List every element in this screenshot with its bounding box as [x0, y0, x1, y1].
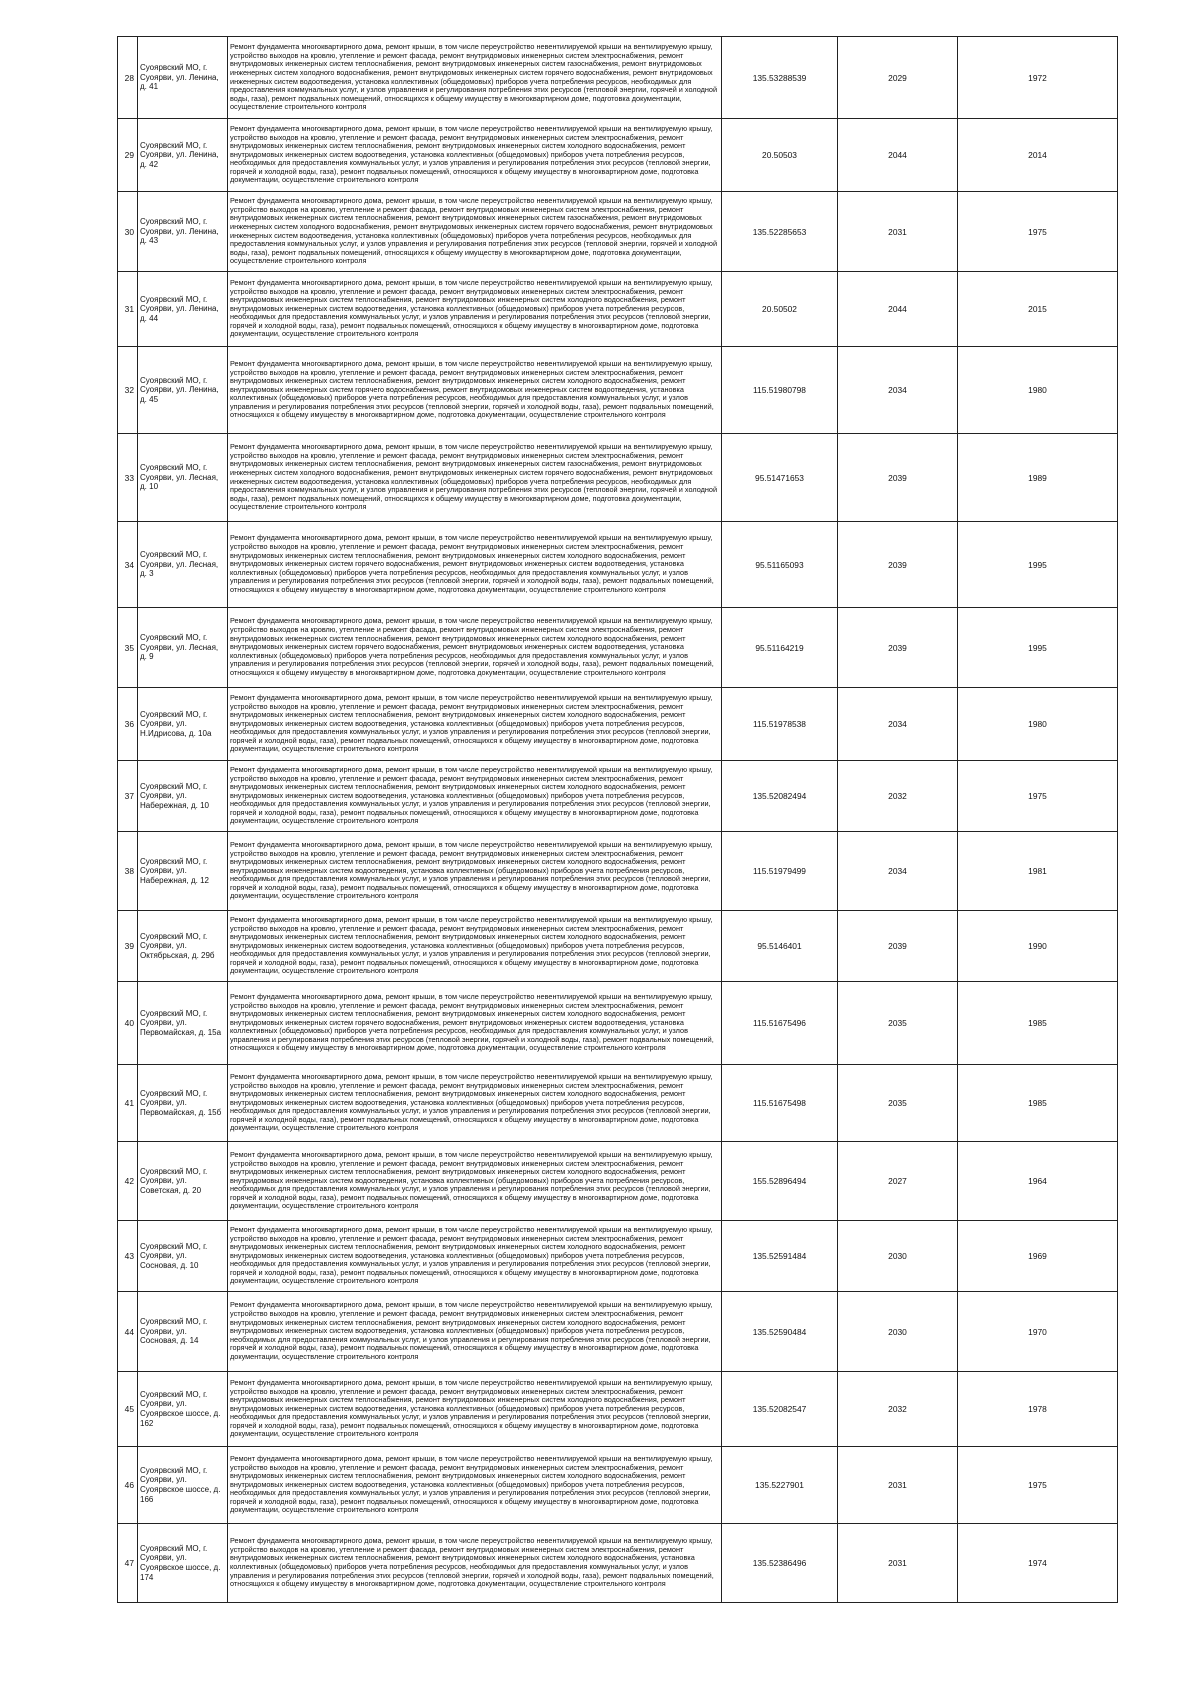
address-cell: Суоярвский МО, г. Суоярви, ул. Лесная, д. 10 [138, 434, 228, 522]
row-number: 47 [118, 1524, 138, 1603]
built-year-cell: 1995 [958, 522, 1118, 608]
works-cell: Ремонт фундамента многоквартирного дома, ремонт крыши, в том числе переустройство невентилируемой крыши на вентилируемую крышу, устройство выходов на кровлю, утепление и ремонт фасада, ремонт внутридомовых инженерных систем электроснабжения, ремонт внутридомовых инженерных систем теплоснабжения, ремонт внутридомовых инженерных систем холодного водоснабжения, ремонт внутридомовых инженерных систем горячего водоснабжения, ремонт внутридомовых инженерных систем водоотведения, установка коллективных (общедомовых) приборов учета потребления ресурсов, необходимых для предоставления коммунальных услуг, и узлов управления и регулирования потребления этих ресурсов (тепловой энергии, горячей и холодной воды, газа), ремонт подвальных помещений, относящихся к общему имуществу в многоквартирном доме, подготовка документации, осуществление строительного контроля [228, 982, 722, 1065]
table-row [118, 119, 1118, 192]
cost-cell: 95.5146401 [722, 911, 838, 982]
row-number: 45 [118, 1372, 138, 1447]
row-number: 30 [118, 192, 138, 272]
address-cell: Суоярвский МО, г. Суоярви, ул. Ленина, д. 43 [138, 192, 228, 272]
planned-year-cell: 2034 [838, 347, 958, 434]
address-cell: Суоярвский МО, г. Суоярви, ул. Суоярвское шоссе, д. 166 [138, 1447, 228, 1524]
row-number: 46 [118, 1447, 138, 1524]
built-year-cell: 1974 [958, 1524, 1118, 1603]
table-row [118, 522, 1118, 608]
built-year-cell: 2014 [958, 119, 1118, 192]
row-number: 32 [118, 347, 138, 434]
row-number: 38 [118, 832, 138, 911]
planned-year-cell: 2027 [838, 1142, 958, 1221]
built-year-cell: 1980 [958, 688, 1118, 761]
address-cell: Суоярвский МО, г. Суоярви, ул. Набережная, д. 10 [138, 761, 228, 832]
table-row [118, 192, 1118, 272]
table-row [118, 1372, 1118, 1447]
table-row [118, 911, 1118, 982]
works-cell: Ремонт фундамента многоквартирного дома, ремонт крыши, в том числе переустройство невентилируемой крыши на вентилируемую крышу, устройство выходов на кровлю, утепление и ремонт фасада, ремонт внутридомовых инженерных систем электроснабжения, ремонт внутридомовых инженерных систем теплоснабжения, ремонт внутридомовых инженерных систем холодного водоснабжения, ремонт внутридомовых инженерных систем водоотведения, установка коллективных (общедомовых) приборов учета потребления ресурсов, необходимых для предоставления коммунальных услуг, и узлов управления и регулирования потребления этих ресурсов (тепловой энергии, горячей и холодной воды, газа), ремонт подвальных помещений, относящихся к общему имуществу в многоквартирном доме, подготовка документации, осуществление строительного контроля [228, 1065, 722, 1142]
address-cell: Суоярвский МО, г. Суоярви, ул. Сосновая, д. 14 [138, 1292, 228, 1372]
works-cell: Ремонт фундамента многоквартирного дома, ремонт крыши, в том числе переустройство невентилируемой крыши на вентилируемую крышу, устройство выходов на кровлю, утепление и ремонт фасада, ремонт внутридомовых инженерных систем электроснабжения, ремонт внутридомовых инженерных систем теплоснабжения, ремонт внутридомовых инженерных систем холодного водоснабжения, ремонт внутридомовых инженерных систем водоотведения, установка коллективных (общедомовых) приборов учета потребления ресурсов, необходимых для предоставления коммунальных услуг, и узлов управления и регулирования потребления этих ресурсов (тепловой энергии, горячей и холодной воды, газа), ремонт подвальных помещений, относящихся к общему имуществу в многоквартирном доме, подготовка документации, осуществление строительного контроля [228, 1372, 722, 1447]
table-row [118, 434, 1118, 522]
planned-year-cell: 2035 [838, 1065, 958, 1142]
table-body [118, 37, 1118, 1603]
works-cell: Ремонт фундамента многоквартирного дома, ремонт крыши, в том числе переустройство невентилируемой крыши на вентилируемую крышу, устройство выходов на кровлю, утепление и ремонт фасада, ремонт внутридомовых инженерных систем электроснабжения, ремонт внутридомовых инженерных систем теплоснабжения, ремонт внутридомовых инженерных систем холодного водоснабжения, ремонт внутридомовых инженерных систем водоотведения, установка коллективных (общедомовых) приборов учета потребления ресурсов, необходимых для предоставления коммунальных услуг, и узлов управления и регулирования потребления этих ресурсов (тепловой энергии, горячей и холодной воды, газа), ремонт подвальных помещений, относящихся к общему имуществу в многоквартирном доме, подготовка документации, осуществление строительного контроля [228, 1221, 722, 1292]
cost-cell: 135.52386496 [722, 1524, 838, 1603]
cost-cell: 115.51675498 [722, 1065, 838, 1142]
planned-year-cell: 2039 [838, 911, 958, 982]
cost-cell: 95.51164219 [722, 608, 838, 688]
planned-year-cell: 2031 [838, 192, 958, 272]
table-row [118, 688, 1118, 761]
works-cell: Ремонт фундамента многоквартирного дома, ремонт крыши, в том числе переустройство невентилируемой крыши на вентилируемую крышу, устройство выходов на кровлю, утепление и ремонт фасада, ремонт внутридомовых инженерных систем электроснабжения, ремонт внутридомовых инженерных систем теплоснабжения, ремонт внутридомовых инженерных систем холодного водоснабжения, ремонт внутридомовых инженерных систем водоотведения, установка коллективных (общедомовых) приборов учета потребления ресурсов, необходимых для предоставления коммунальных услуг, и узлов управления и регулирования потребления этих ресурсов (тепловой энергии, горячей и холодной воды, газа), ремонт подвальных помещений, относящихся к общему имуществу в многоквартирном доме, подготовка документации, осуществление строительного контроля [228, 1292, 722, 1372]
works-cell: Ремонт фундамента многоквартирного дома, ремонт крыши, в том числе переустройство невентилируемой крыши на вентилируемую крышу, устройство выходов на кровлю, утепление и ремонт фасада, ремонт внутридомовых инженерных систем электроснабжения, ремонт внутридомовых инженерных систем теплоснабжения, ремонт внутридомовых инженерных систем холодного водоснабжения, ремонт внутридомовых инженерных систем горячего водоснабжения, ремонт внутридомовых инженерных систем водоотведения, установка коллективных (общедомовых) приборов учета потребления ресурсов, необходимых для предоставления коммунальных услуг, и узлов управления и регулирования потребления этих ресурсов (тепловой энергии, горячей и холодной воды, газа), ремонт подвальных помещений, относящихся к общему имуществу в многоквартирном доме, подготовка документации, осуществление строительного контроля [228, 347, 722, 434]
built-year-cell: 1969 [958, 1221, 1118, 1292]
table-row [118, 37, 1118, 119]
built-year-cell: 1978 [958, 1372, 1118, 1447]
cost-cell: 20.50503 [722, 119, 838, 192]
built-year-cell: 1964 [958, 1142, 1118, 1221]
cost-cell: 135.53288539 [722, 37, 838, 119]
table-row [118, 1447, 1118, 1524]
row-number: 29 [118, 119, 138, 192]
works-cell: Ремонт фундамента многоквартирного дома, ремонт крыши, в том числе переустройство невентилируемой крыши на вентилируемую крышу, устройство выходов на кровлю, утепление и ремонт фасада, ремонт внутридомовых инженерных систем электроснабжения, ремонт внутридомовых инженерных систем теплоснабжения, ремонт внутридомовых инженерных систем холодного водоснабжения, ремонт внутридомовых инженерных систем водоотведения, установка коллективных (общедомовых) приборов учета потребления ресурсов, необходимых для предоставления коммунальных услуг, и узлов управления и регулирования потребления этих ресурсов (тепловой энергии, горячей и холодной воды, газа), ремонт подвальных помещений, относящихся к общему имуществу в многоквартирном доме, подготовка документации, осуществление строительного контроля [228, 272, 722, 347]
row-number: 34 [118, 522, 138, 608]
planned-year-cell: 2044 [838, 272, 958, 347]
cost-cell: 135.52082494 [722, 761, 838, 832]
row-number: 39 [118, 911, 138, 982]
works-cell: Ремонт фундамента многоквартирного дома, ремонт крыши, в том числе переустройство невентилируемой крыши на вентилируемую крышу, устройство выходов на кровлю, утепление и ремонт фасада, ремонт внутридомовых инженерных систем электроснабжения, ремонт внутридомовых инженерных систем теплоснабжения, ремонт внутридомовых инженерных систем холодного водоснабжения, установка коллективных (общедомовых) приборов учета потребления ресурсов, необходимых для предоставления коммунальных услуг, и узлов управления и регулирования потребления этих ресурсов (тепловой энергии, горячей и холодной воды, газа), ремонт подвальных помещений, относящихся к общему имуществу в многоквартирном доме, подготовка документации, осуществление строительного контроля [228, 1524, 722, 1603]
planned-year-cell: 2034 [838, 688, 958, 761]
address-cell: Суоярвский МО, г. Суоярви, ул. Октябрьская, д. 29б [138, 911, 228, 982]
address-cell: Суоярвский МО, г. Суоярви, ул. Ленина, д. 42 [138, 119, 228, 192]
built-year-cell: 1995 [958, 608, 1118, 688]
planned-year-cell: 2031 [838, 1524, 958, 1603]
planned-year-cell: 2031 [838, 1447, 958, 1524]
address-cell: Суоярвский МО, г. Суоярви, ул. Лесная, д. 9 [138, 608, 228, 688]
built-year-cell: 1972 [958, 37, 1118, 119]
works-cell: Ремонт фундамента многоквартирного дома, ремонт крыши, в том числе переустройство невентилируемой крыши на вентилируемую крышу, устройство выходов на кровлю, утепление и ремонт фасада, ремонт внутридомовых инженерных систем электроснабжения, ремонт внутридомовых инженерных систем теплоснабжения, ремонт внутридомовых инженерных систем холодного водоснабжения, ремонт внутридомовых инженерных систем водоотведения, установка коллективных (общедомовых) приборов учета потребления ресурсов, необходимых для предоставления коммунальных услуг, и узлов управления и регулирования потребления этих ресурсов (тепловой энергии, горячей и холодной воды, газа), ремонт подвальных помещений, относящихся к общему имуществу в многоквартирном доме, подготовка документации, осуществление строительного контроля [228, 688, 722, 761]
cost-cell: 20.50502 [722, 272, 838, 347]
row-number: 35 [118, 608, 138, 688]
built-year-cell: 2015 [958, 272, 1118, 347]
cost-cell: 135.5227901 [722, 1447, 838, 1524]
table-row [118, 982, 1118, 1065]
address-cell: Суоярвский МО, г. Суоярви, ул. Суоярвское шоссе, д. 174 [138, 1524, 228, 1603]
table-row [118, 761, 1118, 832]
address-cell: Суоярвский МО, г. Суоярви, ул. Ленина, д. 44 [138, 272, 228, 347]
address-cell: Суоярвский МО, г. Суоярви, ул. Советская, д. 20 [138, 1142, 228, 1221]
works-cell: Ремонт фундамента многоквартирного дома, ремонт крыши, в том числе переустройство невентилируемой крыши на вентилируемую крышу, устройство выходов на кровлю, утепление и ремонт фасада, ремонт внутридомовых инженерных систем электроснабжения, ремонт внутридомовых инженерных систем теплоснабжения, ремонт внутридомовых инженерных систем газоснабжения, ремонт внутридомовых инженерных систем холодного водоснабжения, ремонт внутридомовых инженерных систем горячего водоснабжения, ремонт внутридомовых инженерных систем водоотведения, установка коллективных (общедомовых) приборов учета потребления ресурсов, необходимых для предоставления коммунальных услуг, и узлов управления и регулирования потребления этих ресурсов (тепловой энергии, горячей и холодной воды, газа), ремонт подвальных помещений, относящихся к общему имуществу в многоквартирном доме, подготовка документации, осуществление строительного контроля [228, 37, 722, 119]
address-cell: Суоярвский МО, г. Суоярви, ул. Лесная, д. 3 [138, 522, 228, 608]
table-row [118, 832, 1118, 911]
works-cell: Ремонт фундамента многоквартирного дома, ремонт крыши, в том числе переустройство невентилируемой крыши на вентилируемую крышу, устройство выходов на кровлю, утепление и ремонт фасада, ремонт внутридомовых инженерных систем электроснабжения, ремонт внутридомовых инженерных систем теплоснабжения, ремонт внутридомовых инженерных систем газоснабжения, ремонт внутридомовых инженерных систем холодного водоснабжения, ремонт внутридомовых инженерных систем горячего водоснабжения, ремонт внутридомовых инженерных систем водоотведения, установка коллективных (общедомовых) приборов учета потребления ресурсов, необходимых для предоставления коммунальных услуг, и узлов управления и регулирования потребления этих ресурсов (тепловой энергии, горячей и холодной воды, газа), ремонт подвальных помещений, относящихся к общему имуществу в многоквартирном доме, подготовка документации, осуществление строительного контроля [228, 434, 722, 522]
works-cell: Ремонт фундамента многоквартирного дома, ремонт крыши, в том числе переустройство невентилируемой крыши на вентилируемую крышу, устройство выходов на кровлю, утепление и ремонт фасада, ремонт внутридомовых инженерных систем электроснабжения, ремонт внутридомовых инженерных систем теплоснабжения, ремонт внутридомовых инженерных систем холодного водоснабжения, ремонт внутридомовых инженерных систем водоотведения, установка коллективных (общедомовых) приборов учета потребления ресурсов, необходимых для предоставления коммунальных услуг, и узлов управления и регулирования потребления этих ресурсов (тепловой энергии, горячей и холодной воды, газа), ремонт подвальных помещений, относящихся к общему имуществу в многоквартирном доме, подготовка документации, осуществление строительного контроля [228, 119, 722, 192]
row-number: 44 [118, 1292, 138, 1372]
row-number: 36 [118, 688, 138, 761]
planned-year-cell: 2032 [838, 1372, 958, 1447]
row-number: 40 [118, 982, 138, 1065]
built-year-cell: 1970 [958, 1292, 1118, 1372]
table-row [118, 1524, 1118, 1603]
planned-year-cell: 2029 [838, 37, 958, 119]
row-number: 42 [118, 1142, 138, 1221]
row-number: 41 [118, 1065, 138, 1142]
planned-year-cell: 2039 [838, 434, 958, 522]
table-row [118, 1142, 1118, 1221]
planned-year-cell: 2039 [838, 608, 958, 688]
cost-cell: 115.51980798 [722, 347, 838, 434]
table-row [118, 608, 1118, 688]
built-year-cell: 1980 [958, 347, 1118, 434]
cost-cell: 155.52896494 [722, 1142, 838, 1221]
works-cell: Ремонт фундамента многоквартирного дома, ремонт крыши, в том числе переустройство невентилируемой крыши на вентилируемую крышу, устройство выходов на кровлю, утепление и ремонт фасада, ремонт внутридомовых инженерных систем электроснабжения, ремонт внутридомовых инженерных систем теплоснабжения, ремонт внутридомовых инженерных систем газоснабжения, ремонт внутридомовых инженерных систем холодного водоснабжения, ремонт внутридомовых инженерных систем горячего водоснабжения, ремонт внутридомовых инженерных систем водоотведения, установка коллективных (общедомовых) приборов учета потребления ресурсов, необходимых для предоставления коммунальных услуг, и узлов управления и регулирования потребления этих ресурсов (тепловой энергии, горячей и холодной воды, газа), ремонт подвальных помещений, относящихся к общему имуществу в многоквартирном доме, подготовка документации, осуществление строительного контроля [228, 192, 722, 272]
planned-year-cell: 2039 [838, 522, 958, 608]
cost-cell: 135.52591484 [722, 1221, 838, 1292]
capital-repair-table [117, 36, 1118, 1603]
planned-year-cell: 2034 [838, 832, 958, 911]
built-year-cell: 1975 [958, 1447, 1118, 1524]
built-year-cell: 1989 [958, 434, 1118, 522]
row-number: 43 [118, 1221, 138, 1292]
address-cell: Суоярвский МО, г. Суоярви, ул. Набережная, д. 12 [138, 832, 228, 911]
address-cell: Суоярвский МО, г. Суоярви, ул. Ленина, д. 45 [138, 347, 228, 434]
works-cell: Ремонт фундамента многоквартирного дома, ремонт крыши, в том числе переустройство невентилируемой крыши на вентилируемую крышу, устройство выходов на кровлю, утепление и ремонт фасада, ремонт внутридомовых инженерных систем электроснабжения, ремонт внутридомовых инженерных систем теплоснабжения, ремонт внутридомовых инженерных систем холодного водоснабжения, ремонт внутридомовых инженерных систем водоотведения, установка коллективных (общедомовых) приборов учета потребления ресурсов, необходимых для предоставления коммунальных услуг, и узлов управления и регулирования потребления этих ресурсов (тепловой энергии, горячей и холодной воды, газа), ремонт подвальных помещений, относящихся к общему имуществу в многоквартирном доме, подготовка документации, осуществление строительного контроля [228, 1142, 722, 1221]
row-number: 28 [118, 37, 138, 119]
address-cell: Суоярвский МО, г. Суоярви, ул. Первомайская, д. 15б [138, 1065, 228, 1142]
planned-year-cell: 2044 [838, 119, 958, 192]
planned-year-cell: 2030 [838, 1221, 958, 1292]
works-cell: Ремонт фундамента многоквартирного дома, ремонт крыши, в том числе переустройство невентилируемой крыши на вентилируемую крышу, устройство выходов на кровлю, утепление и ремонт фасада, ремонт внутридомовых инженерных систем электроснабжения, ремонт внутридомовых инженерных систем теплоснабжения, ремонт внутридомовых инженерных систем холодного водоснабжения, ремонт внутридомовых инженерных систем водоотведения, установка коллективных (общедомовых) приборов учета потребления ресурсов, необходимых для предоставления коммунальных услуг, и узлов управления и регулирования потребления этих ресурсов (тепловой энергии, горячей и холодной воды, газа), ремонт подвальных помещений, относящихся к общему имуществу в многоквартирном доме, подготовка документации, осуществление строительного контроля [228, 832, 722, 911]
table-row [118, 272, 1118, 347]
planned-year-cell: 2035 [838, 982, 958, 1065]
built-year-cell: 1981 [958, 832, 1118, 911]
planned-year-cell: 2032 [838, 761, 958, 832]
works-cell: Ремонт фундамента многоквартирного дома, ремонт крыши, в том числе переустройство невентилируемой крыши на вентилируемую крышу, устройство выходов на кровлю, утепление и ремонт фасада, ремонт внутридомовых инженерных систем электроснабжения, ремонт внутридомовых инженерных систем теплоснабжения, ремонт внутридомовых инженерных систем холодного водоснабжения, ремонт внутридомовых инженерных систем горячего водоснабжения, ремонт внутридомовых инженерных систем водоотведения, установка коллективных (общедомовых) приборов учета потребления ресурсов, необходимых для предоставления коммунальных услуг, и узлов управления и регулирования потребления этих ресурсов (тепловой энергии, горячей и холодной воды, газа), ремонт подвальных помещений, относящихся к общему имуществу в многоквартирном доме, подготовка документации, осуществление строительного контроля [228, 522, 722, 608]
built-year-cell: 1990 [958, 911, 1118, 982]
cost-cell: 135.52082547 [722, 1372, 838, 1447]
works-cell: Ремонт фундамента многоквартирного дома, ремонт крыши, в том числе переустройство невентилируемой крыши на вентилируемую крышу, устройство выходов на кровлю, утепление и ремонт фасада, ремонт внутридомовых инженерных систем электроснабжения, ремонт внутридомовых инженерных систем теплоснабжения, ремонт внутридомовых инженерных систем холодного водоснабжения, ремонт внутридомовых инженерных систем водоотведения, установка коллективных (общедомовых) приборов учета потребления ресурсов, необходимых для предоставления коммунальных услуг, и узлов управления и регулирования потребления этих ресурсов (тепловой энергии, горячей и холодной воды, газа), ремонт подвальных помещений, относящихся к общему имуществу в многоквартирном доме, подготовка документации, осуществление строительного контроля [228, 761, 722, 832]
cost-cell: 95.51165093 [722, 522, 838, 608]
cost-cell: 115.51978538 [722, 688, 838, 761]
row-number: 33 [118, 434, 138, 522]
table-row [118, 1221, 1118, 1292]
cost-cell: 115.51675496 [722, 982, 838, 1065]
address-cell: Суоярвский МО, г. Суоярви, ул. Первомайская, д. 15а [138, 982, 228, 1065]
planned-year-cell: 2030 [838, 1292, 958, 1372]
cost-cell: 135.52285653 [722, 192, 838, 272]
address-cell: Суоярвский МО, г. Суоярви, ул. Суоярвское шоссе, д. 162 [138, 1372, 228, 1447]
table-row [118, 347, 1118, 434]
cost-cell: 135.52590484 [722, 1292, 838, 1372]
row-number: 37 [118, 761, 138, 832]
cost-cell: 115.51979499 [722, 832, 838, 911]
address-cell: Суоярвский МО, г. Суоярви, ул. Ленина, д. 41 [138, 37, 228, 119]
works-cell: Ремонт фундамента многоквартирного дома, ремонт крыши, в том числе переустройство невентилируемой крыши на вентилируемую крышу, устройство выходов на кровлю, утепление и ремонт фасада, ремонт внутридомовых инженерных систем электроснабжения, ремонт внутридомовых инженерных систем теплоснабжения, ремонт внутридомовых инженерных систем холодного водоснабжения, ремонт внутридомовых инженерных систем водоотведения, установка коллективных (общедомовых) приборов учета потребления ресурсов, необходимых для предоставления коммунальных услуг, и узлов управления и регулирования потребления этих ресурсов (тепловой энергии, горячей и холодной воды, газа), ремонт подвальных помещений, относящихся к общему имуществу в многоквартирном доме, подготовка документации, осуществление строительного контроля [228, 911, 722, 982]
address-cell: Суоярвский МО, г. Суоярви, ул. Н.Идрисова, д. 10а [138, 688, 228, 761]
cost-cell: 95.51471653 [722, 434, 838, 522]
built-year-cell: 1975 [958, 761, 1118, 832]
address-cell: Суоярвский МО, г. Суоярви, ул. Сосновая, д. 10 [138, 1221, 228, 1292]
works-cell: Ремонт фундамента многоквартирного дома, ремонт крыши, в том числе переустройство невентилируемой крыши на вентилируемую крышу, устройство выходов на кровлю, утепление и ремонт фасада, ремонт внутридомовых инженерных систем электроснабжения, ремонт внутридомовых инженерных систем теплоснабжения, ремонт внутридомовых инженерных систем холодного водоснабжения, ремонт внутридомовых инженерных систем горячего водоснабжения, ремонт внутридомовых инженерных систем водоотведения, установка коллективных (общедомовых) приборов учета потребления ресурсов, необходимых для предоставления коммунальных услуг, и узлов управления и регулирования потребления этих ресурсов (тепловой энергии, горячей и холодной воды, газа), ремонт подвальных помещений, относящихся к общему имуществу в многоквартирном доме, подготовка документации, осуществление строительного контроля [228, 608, 722, 688]
row-number: 31 [118, 272, 138, 347]
built-year-cell: 1985 [958, 982, 1118, 1065]
built-year-cell: 1975 [958, 192, 1118, 272]
built-year-cell: 1985 [958, 1065, 1118, 1142]
works-cell: Ремонт фундамента многоквартирного дома, ремонт крыши, в том числе переустройство невентилируемой крыши на вентилируемую крышу, устройство выходов на кровлю, утепление и ремонт фасада, ремонт внутридомовых инженерных систем электроснабжения, ремонт внутридомовых инженерных систем теплоснабжения, ремонт внутридомовых инженерных систем холодного водоснабжения, ремонт внутридомовых инженерных систем водоотведения, установка коллективных (общедомовых) приборов учета потребления ресурсов, необходимых для предоставления коммунальных услуг, и узлов управления и регулирования потребления этих ресурсов (тепловой энергии, горячей и холодной воды, газа), ремонт подвальных помещений, относящихся к общему имуществу в многоквартирном доме, подготовка документации, осуществление строительного контроля [228, 1447, 722, 1524]
table-row [118, 1065, 1118, 1142]
table-row [118, 1292, 1118, 1372]
